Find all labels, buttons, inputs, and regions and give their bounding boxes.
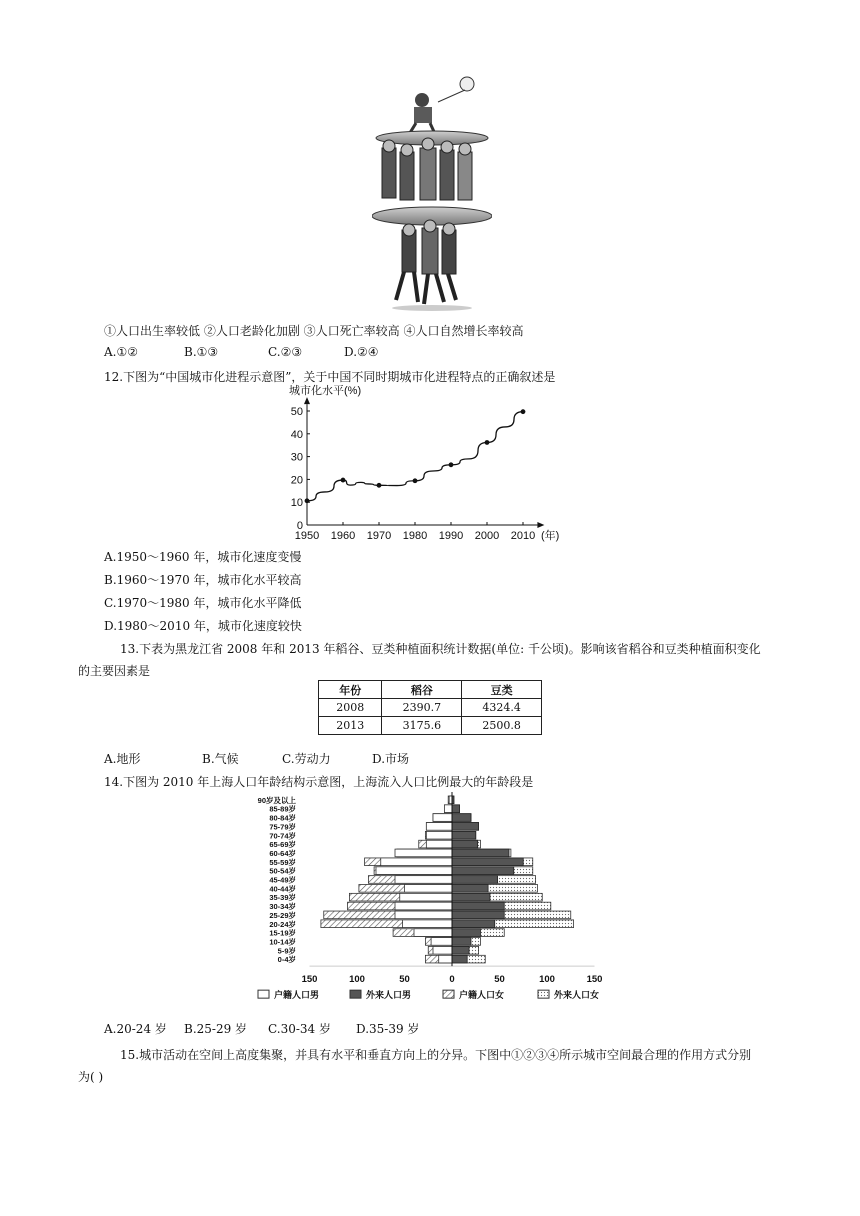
age-group-label: 90岁及以上	[257, 795, 296, 805]
table-cell: 2390.7	[382, 699, 462, 717]
age-group-label: 50-54岁	[269, 866, 296, 876]
y-tick-label: 10	[290, 497, 303, 510]
q11-options	[104, 345, 379, 359]
pyramid-bar	[452, 920, 495, 928]
table-header-cell: 豆类	[462, 681, 542, 699]
q14-option-d[interactable]: D.35-39 岁	[356, 1022, 420, 1036]
q13-stem-line2: 的主要因素是	[78, 664, 151, 678]
q13-options	[104, 750, 409, 767]
y-tick-label: 20	[290, 474, 303, 487]
age-group-label: 45-49岁	[269, 875, 296, 885]
pyramid-bar	[452, 858, 523, 866]
pyramid-bar	[452, 867, 514, 875]
q12-stem: 12.下图为“中国城市化进程示意图”，关于中国不同时期城市化进程特点的正确叙述是	[104, 370, 556, 384]
x-tick-label: 2000	[474, 530, 500, 542]
age-group-label: 80-84岁	[269, 813, 296, 823]
x-axis-arrow	[537, 522, 544, 528]
q11-option-d[interactable]: D.②④	[344, 345, 379, 359]
age-group-label: 25-29岁	[269, 910, 296, 920]
pyramid-bar	[452, 831, 476, 839]
q13-option-c[interactable]: C.劳动力	[282, 752, 331, 766]
table-cell: 2008	[319, 699, 382, 717]
pyramid-bar	[431, 938, 452, 946]
pyramid-bar	[452, 911, 504, 919]
pyramid-bar	[403, 920, 452, 928]
population-pyramid-chart	[240, 790, 620, 1015]
pyramid-bar	[414, 929, 452, 937]
age-group-label: 60-64岁	[269, 848, 296, 858]
pyramid-bar	[426, 840, 452, 848]
pyramid-bar	[444, 805, 452, 813]
pyramid-bar	[452, 929, 481, 937]
x-tick-label: 0	[449, 974, 455, 986]
q14-option-b[interactable]: B.25-29 岁	[184, 1022, 248, 1036]
table-cell: 4324.4	[462, 699, 542, 717]
pyramid-bar	[452, 938, 471, 946]
q14-option-a[interactable]: A.20-24 岁	[104, 1022, 167, 1036]
table-row	[319, 699, 542, 717]
q15-stem-line1: 15.城市活动在空间上高度集聚，并具有水平和垂直方向上的分异。下图中①②③④所示城市空间最合理的作用方式分别	[120, 1048, 752, 1062]
data-point	[413, 478, 418, 483]
table-header-cell: 年份	[319, 681, 382, 699]
x-tick-label: 1950	[294, 530, 320, 542]
legend-swatch	[538, 990, 549, 998]
pyramid-bar	[452, 885, 488, 893]
pyramid-bar	[439, 955, 452, 963]
data-point	[449, 462, 454, 467]
pyramid-bar	[433, 814, 452, 822]
age-group-label: 20-24岁	[269, 919, 296, 929]
pyramid-bar	[426, 831, 452, 839]
legend-label: 户籍人口女	[459, 990, 505, 1001]
q14-options	[104, 1020, 419, 1037]
table-row	[319, 717, 542, 735]
table-cell: 2500.8	[462, 717, 542, 735]
pyramid-bar	[400, 893, 452, 901]
urbanization-series-line	[307, 412, 523, 501]
data-point	[485, 440, 490, 445]
data-point	[341, 478, 346, 483]
pyramid-bar	[433, 946, 452, 954]
x-tick-label: 150	[586, 974, 603, 986]
pyramid-bar	[452, 893, 490, 901]
pyramid-bar	[395, 876, 452, 884]
population-cartoon-illustration	[372, 74, 492, 314]
pyramid-bar	[452, 840, 478, 848]
x-tick-label: 100	[349, 974, 365, 986]
pyramid-bar	[395, 911, 452, 919]
x-tick-label: 1980	[402, 530, 428, 542]
x-tick-label: 1990	[438, 530, 464, 542]
q11-option-a[interactable]: A.①②	[104, 345, 138, 359]
age-group-label: 30-34岁	[269, 902, 296, 912]
pyramid-bar	[452, 823, 479, 831]
table-cell: 3175.6	[382, 717, 462, 735]
q11-option-b[interactable]: B.①③	[184, 345, 219, 359]
table-header-row	[319, 681, 542, 699]
age-group-label: 5-9岁	[277, 946, 296, 956]
x-tick-label: 100	[539, 974, 555, 986]
q14-option-c[interactable]: C.30-34 岁	[268, 1022, 331, 1036]
legend-swatch	[350, 990, 361, 998]
q12-option-c[interactable]: C.1970～1980 年，城市化水平降低	[104, 596, 302, 610]
q12-option-a[interactable]: A.1950～1960 年，城市化速度变慢	[104, 550, 302, 564]
y-tick-label: 40	[290, 428, 303, 441]
x-axis-unit-label: (年)	[541, 530, 560, 542]
age-group-label: 35-39岁	[269, 893, 296, 903]
q11-statements: ①人口出生率较低 ②人口老龄化加剧 ③人口死亡率较高 ④人口自然增长率较高	[104, 324, 524, 338]
legend-label: 外来人口男	[366, 990, 412, 1001]
data-point	[377, 483, 382, 488]
legend-label: 户籍人口男	[274, 990, 320, 1001]
pyramid-bar	[426, 823, 452, 831]
x-tick-label: 50	[494, 974, 505, 986]
q13-data-table	[318, 680, 542, 735]
pyramid-bar	[376, 867, 452, 875]
data-point	[305, 498, 310, 503]
age-group-label: 55-59岁	[269, 857, 296, 867]
q13-option-d[interactable]: D.市场	[372, 752, 410, 766]
legend-label: 外来人口女	[554, 990, 600, 1001]
pyramid-bar	[452, 955, 467, 963]
q15-stem-line2: 为( )	[78, 1070, 104, 1084]
age-group-label: 65-69岁	[269, 840, 296, 850]
q13-option-a[interactable]: A.地形	[104, 752, 141, 766]
q13-stem-line1: 13.下表为黑龙江省 2008 年和 2013 年稻谷、豆类种植面积统计数据(单位: 千公顷)。影响该省稻谷和豆类种植面积变化	[120, 642, 761, 656]
legend-swatch	[443, 990, 454, 998]
legend-swatch	[258, 990, 269, 998]
pyramid-bar	[452, 946, 469, 954]
age-group-label: 0-4岁	[277, 955, 296, 965]
q14-stem: 14.下图为 2010 年上海人口年龄结构示意图，上海流入人口比例最大的年龄段是	[104, 775, 534, 789]
age-group-label: 75-79岁	[269, 822, 296, 832]
age-group-label: 10-14岁	[269, 937, 296, 947]
q13-option-b[interactable]: B.气候	[202, 752, 239, 766]
y-axis-arrow	[304, 397, 310, 404]
y-tick-label: 50	[290, 406, 303, 418]
pyramid-bar	[395, 849, 452, 857]
age-group-label: 40-44岁	[269, 884, 296, 894]
pyramid-bar	[452, 849, 509, 857]
pyramid-bar	[395, 902, 452, 910]
q12-option-d[interactable]: D.1980～2010 年，城市化速度较快	[104, 619, 302, 633]
pyramid-bar	[452, 814, 471, 822]
age-group-label: 85-89岁	[269, 804, 296, 814]
data-point	[521, 409, 526, 414]
age-group-label: 70-74岁	[269, 831, 296, 841]
x-tick-label: 1960	[330, 530, 356, 542]
urbanization-line-chart	[285, 380, 585, 546]
x-tick-label: 2010	[510, 530, 536, 542]
q12-option-b[interactable]: B.1960～1970 年，城市化水平较高	[104, 573, 302, 587]
y-axis-title: 城市化水平(%)	[289, 385, 362, 397]
y-tick-label: 0	[296, 520, 303, 532]
table-cell: 2013	[319, 717, 382, 735]
pyramid-bar	[405, 885, 453, 893]
x-tick-label: 1970	[366, 530, 392, 542]
pyramid-bar	[452, 805, 460, 813]
x-tick-label: 150	[301, 974, 318, 986]
q11-option-c[interactable]: C.②③	[268, 345, 303, 359]
age-group-label: 15-19岁	[269, 928, 296, 938]
pyramid-bar	[452, 876, 498, 884]
x-tick-label: 50	[399, 974, 410, 986]
y-tick-label: 30	[290, 451, 303, 464]
pyramid-bar	[452, 902, 504, 910]
table-header-cell: 稻谷	[382, 681, 462, 699]
pyramid-bar	[381, 858, 452, 866]
